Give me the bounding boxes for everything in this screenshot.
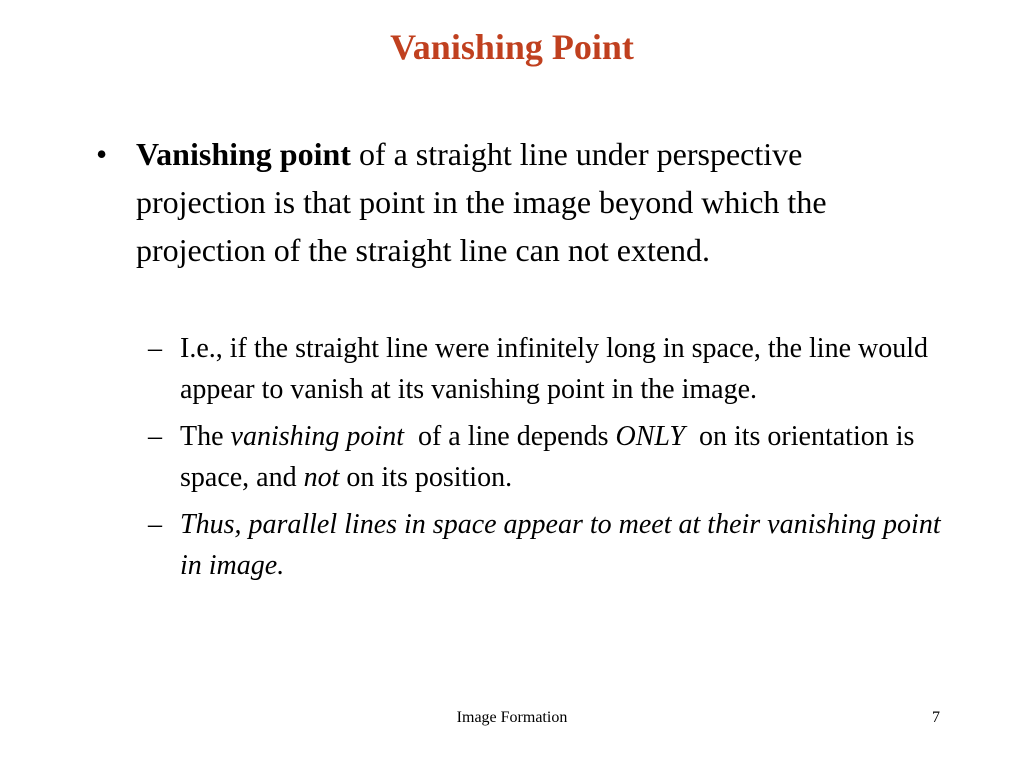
dash-marker: – bbox=[148, 421, 162, 452]
sub-bullet-2-em3: not bbox=[303, 462, 340, 493]
main-bullet-rest: of a straight line under perspective projection is that point in the image beyond which the projection of the straight line can not extend. bbox=[136, 136, 827, 268]
sub-bullet-2-em1: vanishing point bbox=[230, 421, 404, 452]
sub-bullet-1 bbox=[148, 328, 948, 410]
dash-marker: – bbox=[148, 333, 162, 364]
sub-bullet-2-part3: on its orientation is space, and bbox=[180, 421, 922, 493]
sub-bullet-2-em2: ONLY bbox=[615, 421, 685, 452]
main-bullet bbox=[96, 130, 916, 274]
sub-bullet-3-text: Thus, parallel lines in space appear to meet at their vanishing point in image. bbox=[180, 509, 941, 581]
bold-term: Vanishing point bbox=[136, 136, 351, 172]
main-bullet-text bbox=[136, 130, 916, 274]
bullet-marker: • bbox=[96, 136, 108, 172]
dash-marker: – bbox=[148, 509, 162, 540]
footer-label: Image Formation bbox=[456, 709, 568, 726]
sub-bullet-2 bbox=[148, 416, 948, 498]
sub-bullet-list bbox=[148, 328, 948, 592]
sub-bullet-2-part4: on its position. bbox=[339, 462, 513, 493]
sub-bullet-2-part2: of a line depends bbox=[403, 421, 616, 452]
sub-bullet-1-text: I.e., if the straight line were infinitely long in space, the line would appear to vanish at its vanishing point in the image. bbox=[180, 333, 929, 405]
slide-title: Vanishing Point bbox=[390, 27, 634, 67]
sub-bullet-2-part1: The bbox=[180, 421, 231, 452]
sub-bullet-3 bbox=[148, 504, 948, 586]
page-number: 7 bbox=[932, 709, 940, 726]
